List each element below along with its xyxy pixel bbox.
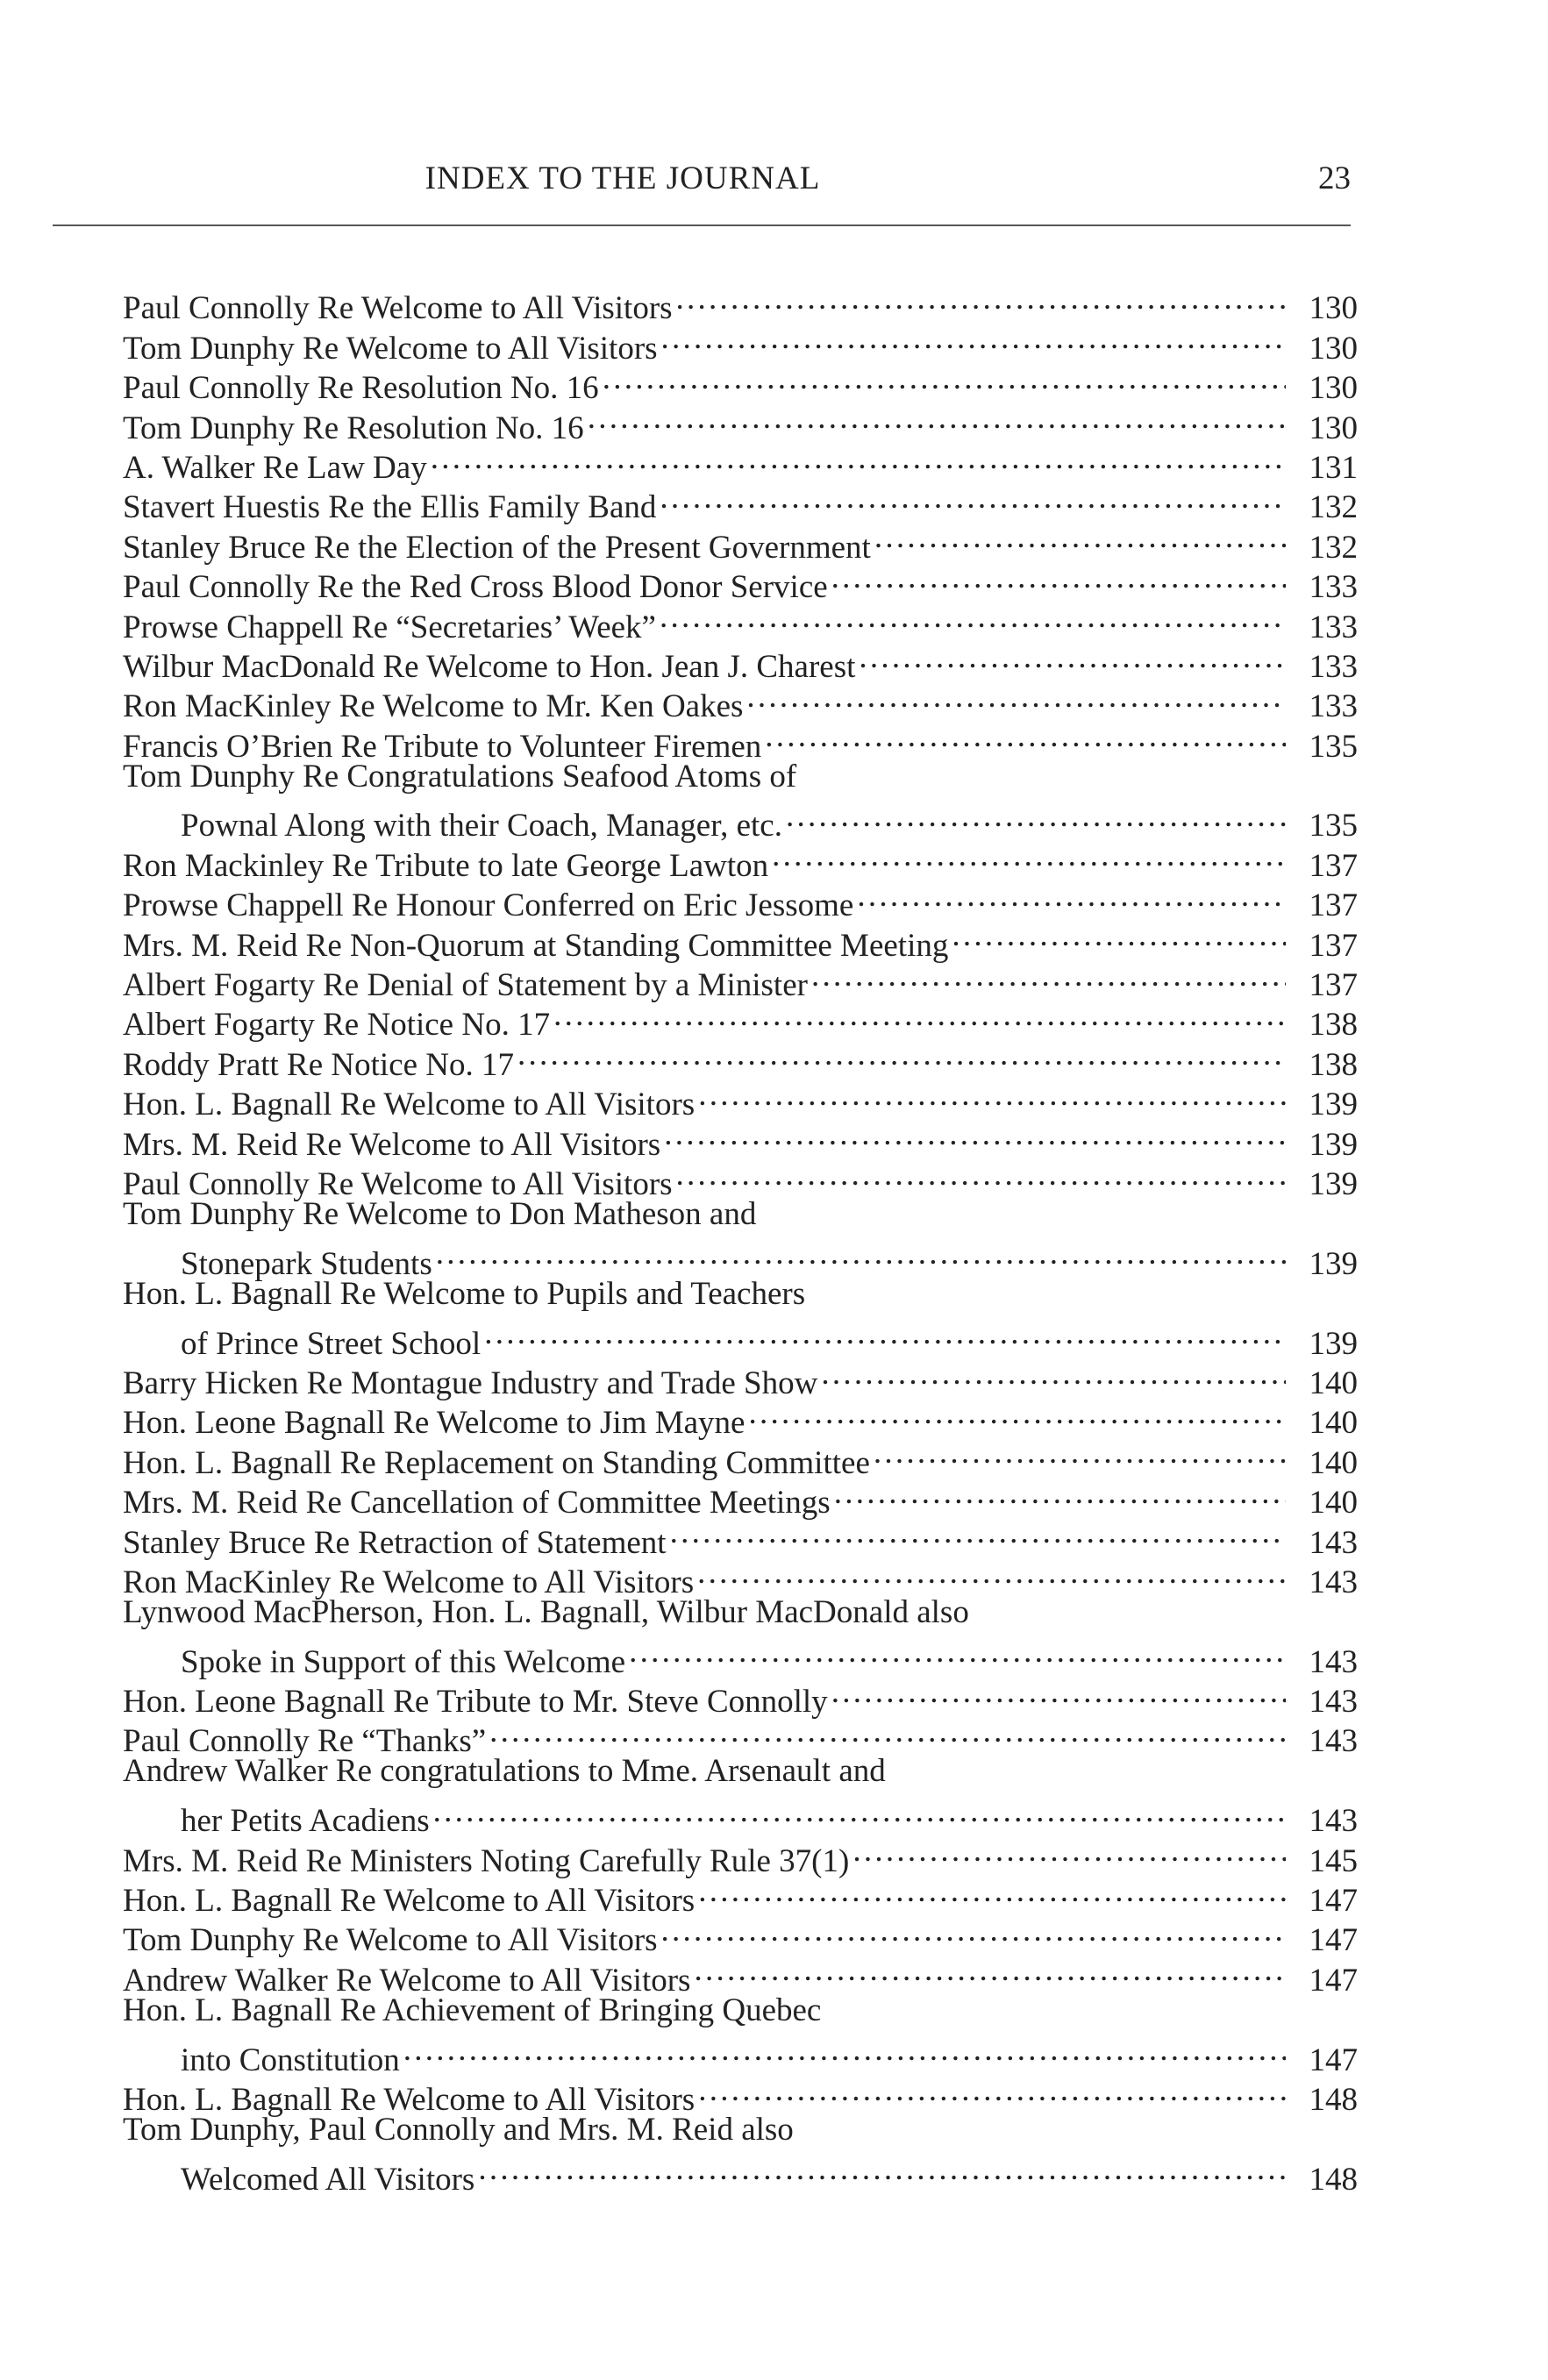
- entry-page-number: 143: [1309, 1684, 1358, 1721]
- entry-page-number: 143: [1309, 1643, 1358, 1680]
- entry-page-number: 130: [1309, 410, 1358, 446]
- entry-text: Mrs. M. Reid Re Welcome to All Visitors: [123, 1126, 661, 1163]
- entry-continuation-line: [123, 1632, 1358, 1680]
- entry-page-number: 133: [1309, 609, 1358, 645]
- index-entry: [123, 1194, 1358, 1282]
- entry-page-number: 137: [1309, 967, 1358, 1004]
- dot-leader: [403, 2030, 1286, 2070]
- entry-page-number: 138: [1309, 1007, 1358, 1044]
- entry-text: Andrew Walker Re congratulations to Mme. Arsenault and: [123, 1753, 886, 1790]
- entry-page-number: 143: [1309, 1524, 1358, 1561]
- entry-line: [123, 279, 1358, 327]
- entry-page-number: 139: [1309, 1087, 1358, 1123]
- entry-page-number: 148: [1309, 2081, 1358, 2118]
- dot-leader: [660, 597, 1286, 637]
- dot-leader: [517, 1035, 1286, 1074]
- index-entry: [123, 1274, 1358, 1362]
- dot-leader: [670, 1513, 1286, 1552]
- index-entry: [123, 279, 1358, 327]
- entry-text: Tom Dunphy Re Congratulations Seafood Atoms of: [123, 758, 797, 795]
- entry-text: Hon. L. Bagnall Re Welcome to Pupils and Teachers: [123, 1275, 806, 1312]
- dot-leader: [603, 359, 1286, 398]
- entry-text: Stonepark Students: [181, 1245, 432, 1282]
- entry-text: Tom Dunphy Re Welcome to All Visitors: [123, 330, 658, 367]
- entry-text: Francis O’Brien Re Tribute to Volunteer Firemen: [123, 728, 762, 765]
- index-entry: [123, 757, 1358, 844]
- entry-page-number: 147: [1309, 2042, 1358, 2078]
- entry-text: Roddy Pratt Re Notice No. 17: [123, 1046, 515, 1083]
- entry-page-number: 135: [1309, 808, 1358, 844]
- entry-text: Paul Connolly Re Welcome to All Visitors: [123, 1165, 673, 1202]
- dot-leader: [765, 716, 1286, 756]
- entry-text: Wilbur MacDonald Re Welcome to Hon. Jean J. Charest: [123, 648, 856, 685]
- dot-leader: [431, 438, 1286, 478]
- entry-text: Hon. Leone Bagnall Re Welcome to Jim Mayne: [123, 1405, 745, 1442]
- entry-text: Ron MacKinley Re Welcome to All Visitors: [123, 1564, 695, 1600]
- page-title: INDEX TO THE JOURNAL: [424, 160, 821, 196]
- dot-leader: [811, 956, 1286, 995]
- dot-leader: [676, 1155, 1286, 1194]
- dot-leader: [661, 318, 1286, 358]
- entry-continuation-line: [123, 796, 1358, 844]
- entry-text: Albert Fogarty Re Denial of Statement by a Minister: [123, 967, 808, 1004]
- entry-continuation-line: [123, 2030, 1358, 2078]
- entry-continuation-line: [123, 1792, 1358, 1840]
- entry-page-number: 131: [1309, 449, 1358, 486]
- entry-text: A. Walker Re Law Day: [123, 449, 427, 486]
- entry-text: Paul Connolly Re Welcome to All Visitors: [123, 290, 673, 327]
- entry-text: Hon. L. Bagnall Re Replacement on Standing Committee: [123, 1444, 870, 1481]
- entry-text: Hon. Leone Bagnall Re Tribute to Mr. Steve Connolly: [123, 1684, 828, 1721]
- entry-page-number: 139: [1309, 1325, 1358, 1362]
- dot-leader: [660, 478, 1286, 517]
- dot-leader: [694, 1950, 1286, 1990]
- entry-text: Hon. L. Bagnall Re Welcome to All Visitors: [123, 1883, 696, 1920]
- entry-text: Stavert Huestis Re the Ellis Family Band: [123, 489, 657, 526]
- entry-text: Prowse Chappell Re Honour Conferred on Eric Jessome: [123, 887, 854, 924]
- entry-page-number: 145: [1309, 1842, 1358, 1879]
- entry-page-number: 148: [1309, 2161, 1358, 2198]
- dot-leader: [772, 836, 1286, 875]
- entry-page-number: 135: [1309, 728, 1358, 765]
- dot-leader: [478, 2149, 1286, 2189]
- index-entry: [123, 2110, 1358, 2198]
- entry-text: her Petits Acadiens: [181, 1803, 430, 1840]
- entry-text: Welcomed All Visitors: [181, 2161, 475, 2198]
- dot-leader: [553, 995, 1286, 1035]
- entry-text: Hon. L. Bagnall Re Achievement of Bringing Quebec: [123, 1992, 822, 2028]
- entry-text: Tom Dunphy Re Welcome to Don Matheson and: [123, 1195, 757, 1232]
- entry-text: Paul Connolly Re “Thanks”: [123, 1723, 487, 1760]
- entry-line: [123, 1593, 1358, 1632]
- index-entry: [123, 1991, 1358, 2078]
- entry-page-number: 147: [1309, 1883, 1358, 1920]
- dot-leader: [698, 2070, 1286, 2110]
- dot-leader: [664, 1115, 1286, 1154]
- entry-continuation-line: [123, 1314, 1358, 1362]
- dot-leader: [852, 1831, 1286, 1871]
- entry-page-number: 133: [1309, 688, 1358, 725]
- entry-text: of Prince Street School: [181, 1325, 482, 1362]
- entry-page-number: 133: [1309, 569, 1358, 606]
- entry-page-number: 137: [1309, 887, 1358, 924]
- entry-page-number: 140: [1309, 1365, 1358, 1401]
- entry-page-number: 133: [1309, 648, 1358, 685]
- dot-leader: [834, 1473, 1286, 1513]
- header-rule: [53, 224, 1351, 226]
- dot-leader: [874, 517, 1286, 557]
- entry-text: Tom Dunphy, Paul Connolly and Mrs. M. Reid also: [123, 2111, 794, 2148]
- dot-leader: [831, 1672, 1286, 1712]
- dot-leader: [874, 1433, 1286, 1472]
- entry-text: Mrs. M. Reid Re Cancellation of Committee Meetings: [123, 1485, 831, 1521]
- entry-text: Albert Fogarty Re Notice No. 17: [123, 1007, 551, 1044]
- entry-page-number: 137: [1309, 847, 1358, 884]
- dot-leader: [484, 1314, 1286, 1353]
- entry-page-number: 140: [1309, 1405, 1358, 1442]
- entry-text: Andrew Walker Re Welcome to All Visitors: [123, 1962, 691, 1999]
- entry-page-number: 140: [1309, 1485, 1358, 1521]
- dot-leader: [676, 279, 1286, 318]
- dot-leader: [697, 1553, 1286, 1593]
- dot-leader: [748, 1393, 1286, 1433]
- dot-leader: [661, 1911, 1286, 1950]
- entry-line: [123, 2110, 1358, 2149]
- entry-text: Stanley Bruce Re Retraction of Statement: [123, 1524, 667, 1561]
- entry-text: Pownal Along with their Coach, Manager, etc.: [181, 808, 782, 844]
- entry-page-number: 143: [1309, 1723, 1358, 1760]
- dot-leader: [831, 558, 1286, 597]
- index-entry: [123, 1751, 1358, 1840]
- entry-text: Spoke in Support of this Welcome: [181, 1643, 626, 1680]
- dot-leader: [698, 1871, 1286, 1911]
- entry-line: [123, 757, 1358, 796]
- entry-line: [123, 1194, 1358, 1234]
- entry-page-number: 137: [1309, 927, 1358, 964]
- dot-leader: [952, 916, 1286, 955]
- entry-page-number: 147: [1309, 1922, 1358, 1959]
- entry-page-number: 147: [1309, 1962, 1358, 1999]
- entry-page-number: 138: [1309, 1046, 1358, 1083]
- dot-leader: [436, 1234, 1286, 1273]
- entry-page-number: 132: [1309, 529, 1358, 566]
- entry-page-number: 130: [1309, 370, 1358, 407]
- entry-text: into Constitution: [181, 2042, 400, 2078]
- entry-text: Tom Dunphy Re Resolution No. 16: [123, 410, 584, 446]
- page-number: 23: [1318, 160, 1351, 196]
- index-entry: [123, 1593, 1358, 1680]
- entry-line: [123, 1751, 1358, 1791]
- entry-page-number: 130: [1309, 330, 1358, 367]
- entry-text: Mrs. M. Reid Re Non-Quorum at Standing Committee Meeting: [123, 927, 949, 964]
- dot-leader: [433, 1792, 1286, 1831]
- dot-leader: [698, 1075, 1286, 1115]
- entry-page-number: 143: [1309, 1803, 1358, 1840]
- dot-leader: [629, 1632, 1286, 1671]
- entry-line: [123, 1274, 1358, 1314]
- index-entries: [123, 279, 1358, 2198]
- entry-page-number: 140: [1309, 1444, 1358, 1481]
- dot-leader: [786, 796, 1286, 836]
- dot-leader: [746, 677, 1286, 716]
- entry-page-number: 132: [1309, 489, 1358, 526]
- entry-continuation-line: [123, 2149, 1358, 2198]
- entry-text: Hon. L. Bagnall Re Welcome to All Visitors: [123, 2081, 696, 2118]
- entry-text: Prowse Chappell Re “Secretaries’ Week”: [123, 609, 656, 645]
- running-head: [53, 153, 1351, 205]
- dot-leader: [821, 1354, 1286, 1393]
- entry-page-number: 143: [1309, 1564, 1358, 1600]
- entry-text: Paul Connolly Re Resolution No. 16: [123, 370, 599, 407]
- entry-text: Lynwood MacPherson, Hon. L. Bagnall, Wilbur MacDonald also: [123, 1593, 969, 1630]
- entry-text: Hon. L. Bagnall Re Welcome to All Visitors: [123, 1087, 696, 1123]
- entry-page-number: 139: [1309, 1126, 1358, 1163]
- entry-text: Tom Dunphy Re Welcome to All Visitors: [123, 1922, 658, 1959]
- entry-page-number: 139: [1309, 1165, 1358, 1202]
- entry-text: Stanley Bruce Re the Election of the Present Government: [123, 529, 871, 566]
- dot-leader: [857, 876, 1286, 916]
- entry-page-number: 139: [1309, 1245, 1358, 1282]
- entry-line: [123, 1991, 1358, 2030]
- dot-leader: [489, 1712, 1286, 1751]
- dot-leader: [588, 398, 1286, 438]
- entry-text: Mrs. M. Reid Re Ministers Noting Carefully Rule 37(1): [123, 1842, 850, 1879]
- entry-page-number: 130: [1309, 290, 1358, 327]
- entry-text: Paul Connolly Re the Red Cross Blood Donor Service: [123, 569, 828, 606]
- dot-leader: [859, 638, 1286, 677]
- entry-text: Ron MacKinley Re Welcome to Mr. Ken Oakes: [123, 688, 744, 725]
- entry-text: Ron Mackinley Re Tribute to late George Lawton: [123, 847, 769, 884]
- entry-continuation-line: [123, 1234, 1358, 1282]
- entry-text: Barry Hicken Re Montague Industry and Trade Show: [123, 1365, 818, 1401]
